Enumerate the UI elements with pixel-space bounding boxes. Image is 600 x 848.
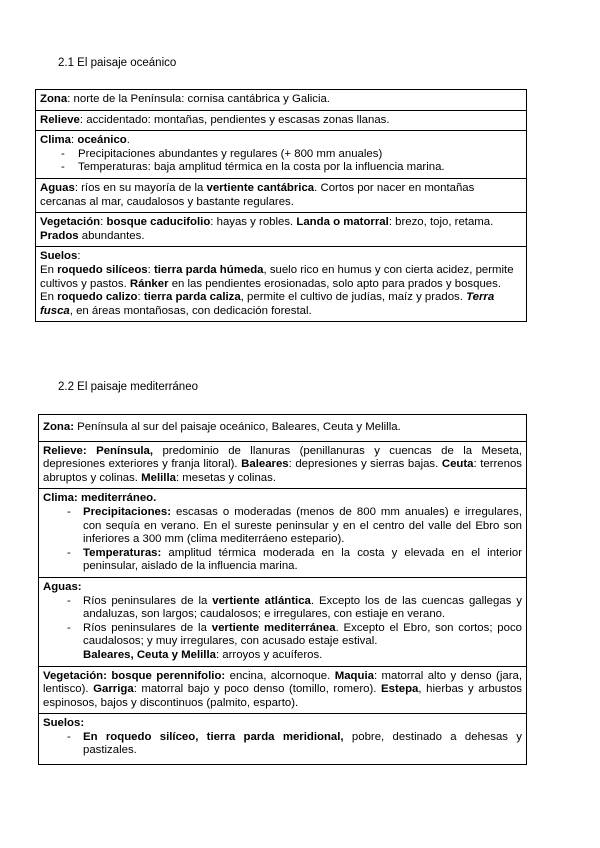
suelos-line-caliza (40, 291, 522, 318)
section-heading-mediterraneo: 2.2 El paisaje mediterráneo (58, 381, 198, 393)
cell-clima (39, 489, 527, 578)
clima-end: . (126, 134, 130, 147)
label-relieve: Relieve (40, 113, 80, 126)
text: Ríos peninsulares de la (83, 621, 212, 634)
bold-text: tierra parda húmeda (153, 263, 264, 276)
bold-text: vertiente cantábrica (206, 181, 315, 194)
bold-text: Precipitaciones: (83, 505, 171, 518)
list-item: - Precipitaciones abundantes y regulares (+ 800 mm anuales) (40, 148, 522, 162)
cell-vegetacion (39, 666, 527, 714)
label-aguas: Aguas (40, 181, 75, 194)
cell-aguas (39, 577, 527, 666)
bold-text: Prados (40, 229, 79, 242)
row-zona (36, 90, 527, 111)
suelos-line-silice (40, 264, 522, 291)
row-suelos (39, 714, 527, 765)
row-clima (39, 489, 527, 578)
cell-aguas (36, 178, 527, 212)
bold-text: Maquia (334, 669, 374, 682)
text: : arroyos y acuíferos. (215, 648, 323, 661)
section-heading-oceanico: 2.1 El paisaje oceánico (58, 57, 177, 69)
text: : brezo, tojo, retama. (388, 216, 494, 229)
bold-text: Ránker (129, 277, 169, 290)
text: en las pendientes erosionadas, solo apto para prados y bosques. (168, 277, 501, 290)
bold-text: Ceuta (441, 458, 474, 471)
bold-text: Vegetación: bosque perennifolio: (43, 669, 226, 682)
text: , suelo rico en humus y con cierta acidez, permite cultivos y pastos. (40, 263, 514, 290)
row-clima (36, 131, 527, 179)
text: Ríos peninsulares de la (83, 594, 213, 607)
bold-text: Temperaturas: (83, 546, 162, 559)
cell-relieve (36, 110, 527, 131)
label-aguas: Aguas: (43, 580, 82, 593)
bold-text: tierra parda caliza (143, 291, 241, 304)
bold-text: vertiente mediterránea (211, 621, 336, 634)
text: En (40, 291, 58, 304)
text-zona: : norte de la Península: cornisa cantábrica y Galicia. (67, 93, 330, 105)
text: , en áreas montañosas, con dedicación forestal. (69, 304, 312, 317)
text: : matorral bajo y poco denso (tomillo, romero). (133, 683, 382, 696)
label-clima: Clima (40, 134, 72, 147)
text: En (40, 263, 58, 276)
text: : hayas y robles. (210, 216, 297, 229)
label-suelos: Suelos (40, 250, 78, 263)
label-zona: Zona: (43, 421, 75, 433)
label-zona: Zona (40, 93, 68, 105)
text: : matorral alto y denso (jara, lentisco). (43, 669, 522, 696)
cell-suelos (36, 247, 527, 322)
bold-text: Melilla (141, 471, 176, 484)
bold-text: En roquedo silíceo, tierra parda meridional, (83, 730, 344, 743)
text: encina, alcornoque. (225, 669, 335, 682)
row-zona (39, 415, 527, 442)
label-clima: Clima: mediterráneo. (43, 492, 157, 505)
bold-text: Baleares, Ceuta y Melilla (83, 648, 216, 661)
bold-text: Garriga (93, 683, 134, 696)
cell-zona (36, 90, 527, 111)
bold-text: roquedo silíceos (57, 263, 148, 276)
aguas-list (43, 595, 522, 649)
text: , permite el cultivo de judías, maíz y prados. (240, 291, 467, 304)
text-relieve: : accidentado: montañas, pendientes y escasas zonas llanas. (79, 113, 390, 126)
text: amplitud térmica moderada en la costa y elevada en el interior peninsular, aislado de la influencia marina. (83, 546, 522, 573)
text: . Excepto el Ebro, son cortos; poco caudalosos; y muy irregulares, con acusado estaje estival. (83, 621, 522, 648)
bold-text: Landa o matorral (296, 216, 389, 229)
text: : (100, 216, 107, 229)
clima-sep: : (71, 134, 78, 147)
row-aguas (36, 178, 527, 212)
row-aguas (39, 577, 527, 666)
text: : (147, 263, 154, 276)
row-suelos (36, 247, 527, 322)
clima-list (40, 148, 522, 175)
list-item (43, 595, 522, 622)
label-suelos: Suelos: (43, 717, 85, 730)
label-vegetacion: Vegetación (40, 216, 101, 229)
text: , hierbas y arbustos espinosos, bajos y discontinuos (palmito, esparto). (43, 683, 522, 709)
row-relieve (39, 441, 527, 489)
clima-list (43, 506, 522, 574)
text: : (77, 250, 81, 263)
text: : terrenos abruptos y colinas. (43, 458, 522, 484)
list-item (43, 731, 522, 758)
text-zona: Península al sur del paisaje oceánico, Baleares, Ceuta y Melilla. (74, 421, 401, 433)
bold-text: Baleares (241, 458, 289, 471)
bold-text: bosque caducifolio (106, 216, 211, 229)
bold-text: Relieve: Península, (43, 444, 154, 457)
clima-type: oceánico (77, 134, 127, 147)
list-item (43, 506, 522, 547)
bold-text: Estepa (381, 683, 419, 696)
bold-text: roquedo calizo (57, 291, 138, 304)
text: : (137, 291, 144, 304)
row-vegetacion (36, 213, 527, 247)
text: : mesetas y colinas. (175, 471, 276, 484)
text: escasas o moderadas (menos de 800 mm anuales) e irregulares, con sequía en verano. En el sureste peninsular y en el centro del valle del Ebro son inferiores a 300 mm (clima mediterráeno estepario). (83, 505, 522, 546)
row-relieve (36, 110, 527, 131)
list-item: - Temperaturas: baja amplitud térmica en la costa por la influencia marina. (40, 161, 522, 175)
text: abundantes. (78, 229, 145, 242)
text: : ríos en su mayoría de la (74, 181, 207, 194)
cell-vegetacion (36, 213, 527, 247)
cell-relieve (39, 441, 527, 489)
text: . Cortos por nacer en montañas cercanas al mar, caudalosos y bastante regulares. (40, 181, 475, 208)
cell-clima (36, 131, 527, 179)
table-oceanico (35, 89, 527, 322)
bold-text: vertiente atlántica (212, 594, 311, 607)
suelos-list (43, 731, 522, 758)
text: pobre, destinado a dehesas y pastizales. (83, 730, 522, 757)
cell-suelos (39, 714, 527, 765)
aguas-islands (43, 649, 522, 663)
suelos-heading (40, 250, 522, 264)
cell-zona (39, 415, 527, 442)
list-item (43, 622, 522, 649)
text: : depresiones y sierras bajas. (288, 458, 442, 471)
row-vegetacion (39, 666, 527, 714)
list-item (43, 547, 522, 574)
table-mediterraneo (38, 414, 527, 765)
bold-italic-text: Terra fusca (40, 291, 495, 317)
text: predominio de llanuras (penillanuras y cuencas de la Meseta, depresiones exteriores y franja litoral). (43, 444, 522, 471)
text: . Excepto los de las cuencas gallegas y andaluzas, son largos; caudalosos; e irregulares, con estiaje en verano. (83, 594, 522, 621)
